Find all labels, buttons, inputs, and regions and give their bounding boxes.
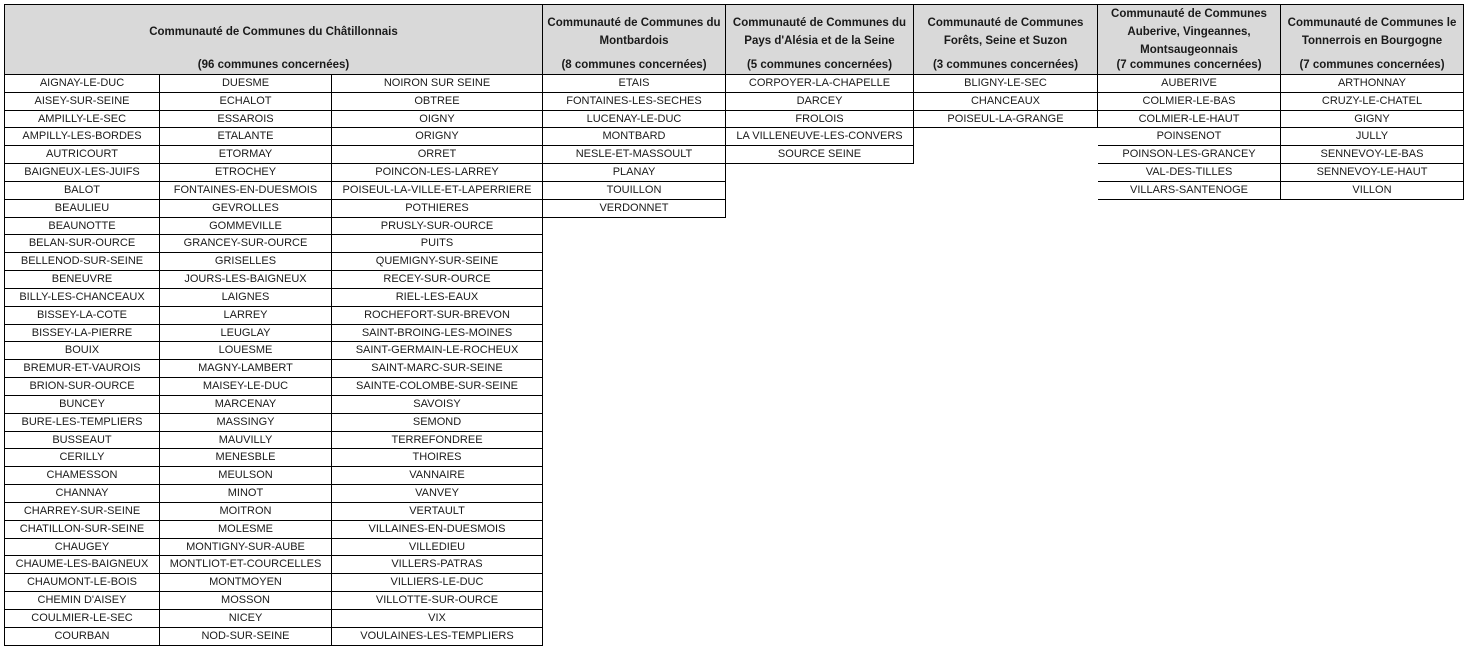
commune-cell: SENNEVOY-LE-HAUT: [1281, 164, 1464, 182]
commune-cell: GEVROLLES: [160, 200, 332, 218]
table-row: [1098, 164, 1281, 182]
commune-cell: MAUVILLY: [160, 432, 332, 450]
commune-cell: VILLARS-SANTENOGE: [1098, 182, 1281, 200]
commune-cell: BELLENOD-SUR-SEINE: [4, 253, 160, 271]
commune-cell: AISEY-SUR-SEINE: [4, 93, 160, 111]
commune-cell: OBTREE: [332, 93, 543, 111]
commune-cell: MINOT: [160, 485, 332, 503]
group-title: Communauté de Communes Auberive, Vingeannes, Montsaugeonnais: [1111, 7, 1267, 56]
group-count: (8 communes concernées): [561, 59, 707, 71]
table-row: [543, 146, 726, 164]
table-row: [1281, 75, 1464, 93]
table-row: [543, 111, 726, 129]
table-row: [4, 253, 543, 271]
commune-cell: BURE-LES-TEMPLIERS: [4, 414, 160, 432]
commune-cell: ORIGNY: [332, 128, 543, 146]
commune-cell: MAGNY-LAMBERT: [160, 360, 332, 378]
table-row: [4, 164, 543, 182]
commune-cell: TOUILLON: [543, 182, 726, 200]
table-row: [1281, 182, 1464, 200]
table-row: [726, 128, 914, 146]
commune-cell: MOSSON: [160, 592, 332, 610]
commune-cell: MOITRON: [160, 503, 332, 521]
commune-cell: POISEUL-LA-VILLE-ET-LAPERRIERE: [332, 182, 543, 200]
table-row: [4, 628, 543, 646]
commune-cell: CHATILLON-SUR-SEINE: [4, 521, 160, 539]
table-row: [1098, 111, 1281, 129]
commune-cell: BUNCEY: [4, 396, 160, 414]
table-row: [4, 521, 543, 539]
commune-cell: MAISEY-LE-DUC: [160, 378, 332, 396]
table-row: [726, 111, 914, 129]
table-row: [914, 75, 1098, 93]
commune-cell: FROLOIS: [726, 111, 914, 129]
commune-cell: FONTAINES-LES-SECHES: [543, 93, 726, 111]
commune-cell: VIX: [332, 610, 543, 628]
table-row: [4, 325, 543, 343]
commune-cell: SENNEVOY-LE-BAS: [1281, 146, 1464, 164]
commune-cell: AUBERIVE: [1098, 75, 1281, 93]
communes-table: [543, 75, 726, 218]
commune-cell: MARCENAY: [160, 396, 332, 414]
commune-cell: POTHIERES: [332, 200, 543, 218]
commune-cell: BREMUR-ET-VAUROIS: [4, 360, 160, 378]
group-count: (5 communes concernées): [746, 59, 893, 71]
communes-table: [1098, 75, 1281, 200]
commune-cell: BEAULIEU: [4, 200, 160, 218]
commune-cell: AIGNAY-LE-DUC: [4, 75, 160, 93]
commune-cell: MASSINGY: [160, 414, 332, 432]
commune-cell: LARREY: [160, 307, 332, 325]
table-row: [543, 182, 726, 200]
commune-cell: QUEMIGNY-SUR-SEINE: [332, 253, 543, 271]
table-row: [4, 146, 543, 164]
commune-cell: SAVOISY: [332, 396, 543, 414]
commune-cell: CHAUGEY: [4, 539, 160, 557]
table-row: [4, 485, 543, 503]
table-row: [4, 574, 543, 592]
table-row: [1098, 182, 1281, 200]
table-row: [543, 128, 726, 146]
commune-cell: VANNAIRE: [332, 467, 543, 485]
commune-cell: COURBAN: [4, 628, 160, 646]
commune-cell: BEAUNOTTE: [4, 218, 160, 236]
commune-cell: DUESME: [160, 75, 332, 93]
commune-cell: CHANCEAUX: [914, 93, 1098, 111]
commune-cell: BALOT: [4, 182, 160, 200]
commune-cell: ETROCHEY: [160, 164, 332, 182]
commune-cell: VILLERS-PATRAS: [332, 556, 543, 574]
commune-cell: SAINT-BROING-LES-MOINES: [332, 325, 543, 343]
commune-cell: VILLOTTE-SUR-OURCE: [332, 592, 543, 610]
commune-cell: GRANCEY-SUR-OURCE: [160, 235, 332, 253]
table-row: [726, 146, 914, 164]
commune-cell: ROCHEFORT-SUR-BREVON: [332, 307, 543, 325]
commune-cell: GIGNY: [1281, 111, 1464, 129]
commune-cell: GOMMEVILLE: [160, 218, 332, 236]
table-row: [1098, 75, 1281, 93]
table-row: [4, 414, 543, 432]
commune-cell: OIGNY: [332, 111, 543, 129]
table-row: [4, 503, 543, 521]
group-auberive: [1098, 4, 1281, 200]
commune-cell: CHEMIN D'AISEY: [4, 592, 160, 610]
commune-cell: POINSENOT: [1098, 128, 1281, 146]
commune-cell: FONTAINES-EN-DUESMOIS: [160, 182, 332, 200]
commune-cell: VILLIERS-LE-DUC: [332, 574, 543, 592]
commune-cell: CHAMESSON: [4, 467, 160, 485]
group-title: Communauté de Communes du Châtillonnais: [149, 25, 398, 38]
commune-cell: NOD-SUR-SEINE: [160, 628, 332, 646]
commune-cell: JULLY: [1281, 128, 1464, 146]
table-row: [543, 200, 726, 218]
group-header: [543, 4, 726, 75]
table-row: [4, 539, 543, 557]
commune-cell: ETAIS: [543, 75, 726, 93]
commune-cell: MONTMOYEN: [160, 574, 332, 592]
table-row: [4, 592, 543, 610]
communes-table: [1281, 75, 1464, 200]
table-row: [726, 75, 914, 93]
commune-cell: COLMIER-LE-BAS: [1098, 93, 1281, 111]
table-row: [4, 235, 543, 253]
commune-cell: POINSON-LES-GRANCEY: [1098, 146, 1281, 164]
commune-cell: SAINT-MARC-SUR-SEINE: [332, 360, 543, 378]
commune-cell: CORPOYER-LA-CHAPELLE: [726, 75, 914, 93]
group-header: [1281, 4, 1464, 75]
table-row: [1098, 93, 1281, 111]
commune-cell: COLMIER-LE-HAUT: [1098, 111, 1281, 129]
group-count: (7 communes concernées): [1116, 59, 1262, 71]
table-row: [1098, 146, 1281, 164]
commune-cell: BELAN-SUR-OURCE: [4, 235, 160, 253]
commune-cell: BOUIX: [4, 342, 160, 360]
commune-cell: JOURS-LES-BAIGNEUX: [160, 271, 332, 289]
table-row: [4, 75, 543, 93]
commune-cell: NESLE-ET-MASSOULT: [543, 146, 726, 164]
commune-cell: LA VILLENEUVE-LES-CONVERS: [726, 128, 914, 146]
commune-cell: COULMIER-LE-SEC: [4, 610, 160, 628]
table-row: [726, 93, 914, 111]
commune-cell: LUCENAY-LE-DUC: [543, 111, 726, 129]
commune-cell: VILLEDIEU: [332, 539, 543, 557]
commune-cell: LOUESME: [160, 342, 332, 360]
table-row: [4, 342, 543, 360]
group-title: Communauté de Communes le Tonnerrois en Bourgogne: [1287, 16, 1457, 47]
commune-cell: SAINT-GERMAIN-LE-ROCHEUX: [332, 342, 543, 360]
table-row: [914, 93, 1098, 111]
commune-cell: CHARREY-SUR-SEINE: [4, 503, 160, 521]
commune-cell: SAINTE-COLOMBE-SUR-SEINE: [332, 378, 543, 396]
commune-cell: ETALANTE: [160, 128, 332, 146]
commune-cell: CHANNAY: [4, 485, 160, 503]
table-row: [1281, 146, 1464, 164]
table-row: [1281, 128, 1464, 146]
commune-cell: RECEY-SUR-OURCE: [332, 271, 543, 289]
commune-cell: NICEY: [160, 610, 332, 628]
commune-cell: BUSSEAUT: [4, 432, 160, 450]
commune-cell: MEULSON: [160, 467, 332, 485]
commune-cell: ORRET: [332, 146, 543, 164]
commune-cell: VILLON: [1281, 182, 1464, 200]
group-montbardois: [543, 4, 726, 218]
table-row: [4, 218, 543, 236]
commune-cell: NOIRON SUR SEINE: [332, 75, 543, 93]
group-header: [4, 4, 543, 75]
table-row: [4, 467, 543, 485]
table-row: [1281, 164, 1464, 182]
commune-cell: ARTHONNAY: [1281, 75, 1464, 93]
group-count: (96 communes concernées): [197, 59, 350, 71]
commune-cell: BILLY-LES-CHANCEAUX: [4, 289, 160, 307]
commune-cell: MOLESME: [160, 521, 332, 539]
commune-cell: PUITS: [332, 235, 543, 253]
group-title: Communauté de Communes du Pays d'Alésia et de la Seine: [732, 16, 907, 47]
table-row: [4, 396, 543, 414]
commune-cell: MONTIGNY-SUR-AUBE: [160, 539, 332, 557]
group-chatillonnais: [4, 4, 543, 646]
commune-cell: VERTAULT: [332, 503, 543, 521]
table-row: [543, 75, 726, 93]
commune-cell: ECHALOT: [160, 93, 332, 111]
commune-cell: AUTRICOURT: [4, 146, 160, 164]
commune-cell: ESSAROIS: [160, 111, 332, 129]
commune-cell: RIEL-LES-EAUX: [332, 289, 543, 307]
commune-cell: LAIGNES: [160, 289, 332, 307]
commune-cell: PLANAY: [543, 164, 726, 182]
commune-cell: CERILLY: [4, 449, 160, 467]
group-forets-seine-suzon: [914, 4, 1098, 128]
commune-cell: CHAUME-LES-BAIGNEUX: [4, 556, 160, 574]
commune-cell: BAIGNEUX-LES-JUIFS: [4, 164, 160, 182]
commune-cell: SOURCE SEINE: [726, 146, 914, 164]
commune-cell: VILLAINES-EN-DUESMOIS: [332, 521, 543, 539]
table-row: [4, 271, 543, 289]
table-row: [1281, 93, 1464, 111]
table-row: [4, 432, 543, 450]
commune-cell: MONTBARD: [543, 128, 726, 146]
table-row: [1281, 111, 1464, 129]
commune-cell: BRION-SUR-OURCE: [4, 378, 160, 396]
commune-cell: VAL-DES-TILLES: [1098, 164, 1281, 182]
group-title: Communauté de Communes du Montbardois: [547, 16, 721, 47]
communes-table: [914, 75, 1098, 128]
table-row: [4, 307, 543, 325]
commune-cell: SEMOND: [332, 414, 543, 432]
table-row: [4, 200, 543, 218]
commune-cell: GRISELLES: [160, 253, 332, 271]
commune-cell: CRUZY-LE-CHATEL: [1281, 93, 1464, 111]
group-count: (3 communes concernées): [932, 59, 1079, 71]
commune-cell: CHAUMONT-LE-BOIS: [4, 574, 160, 592]
commune-cell: MENESBLE: [160, 449, 332, 467]
table-row: [4, 449, 543, 467]
commune-cell: ETORMAY: [160, 146, 332, 164]
communes-table: [4, 75, 543, 646]
group-header: [914, 4, 1098, 75]
commune-cell: BISSEY-LA-COTE: [4, 307, 160, 325]
commune-cell: LEUGLAY: [160, 325, 332, 343]
commune-cell: VERDONNET: [543, 200, 726, 218]
table-row: [543, 93, 726, 111]
group-header: [726, 4, 914, 75]
group-tonnerrois: [1281, 4, 1464, 200]
commune-cell: TERREFONDREE: [332, 432, 543, 450]
communes-table: [726, 75, 914, 164]
commune-cell: VOULAINES-LES-TEMPLIERS: [332, 628, 543, 646]
table-row: [4, 93, 543, 111]
commune-cell: BLIGNY-LE-SEC: [914, 75, 1098, 93]
commune-cell: PRUSLY-SUR-OURCE: [332, 218, 543, 236]
commune-cell: AMPILLY-LES-BORDES: [4, 128, 160, 146]
commune-cell: VANVEY: [332, 485, 543, 503]
group-alesia: [726, 4, 914, 164]
group-header: [1098, 4, 1281, 75]
commune-cell: THOIRES: [332, 449, 543, 467]
commune-cell: BENEUVRE: [4, 271, 160, 289]
table-row: [4, 289, 543, 307]
table-row: [1098, 128, 1281, 146]
commune-cell: POISEUL-LA-GRANGE: [914, 111, 1098, 129]
commune-cell: AMPILLY-LE-SEC: [4, 111, 160, 129]
table-row: [543, 164, 726, 182]
table-row: [914, 111, 1098, 129]
table-row: [4, 610, 543, 628]
table-row: [4, 556, 543, 574]
table-row: [4, 360, 543, 378]
commune-cell: DARCEY: [726, 93, 914, 111]
commune-cell: POINCON-LES-LARREY: [332, 164, 543, 182]
group-title: Communauté de Communes Forêts, Seine et Suzon: [927, 16, 1084, 47]
table-row: [4, 182, 543, 200]
commune-cell: MONTLIOT-ET-COURCELLES: [160, 556, 332, 574]
table-row: [4, 111, 543, 129]
group-count: (7 communes concernées): [1299, 59, 1445, 71]
table-row: [4, 128, 543, 146]
commune-cell: BISSEY-LA-PIERRE: [4, 325, 160, 343]
table-row: [4, 378, 543, 396]
